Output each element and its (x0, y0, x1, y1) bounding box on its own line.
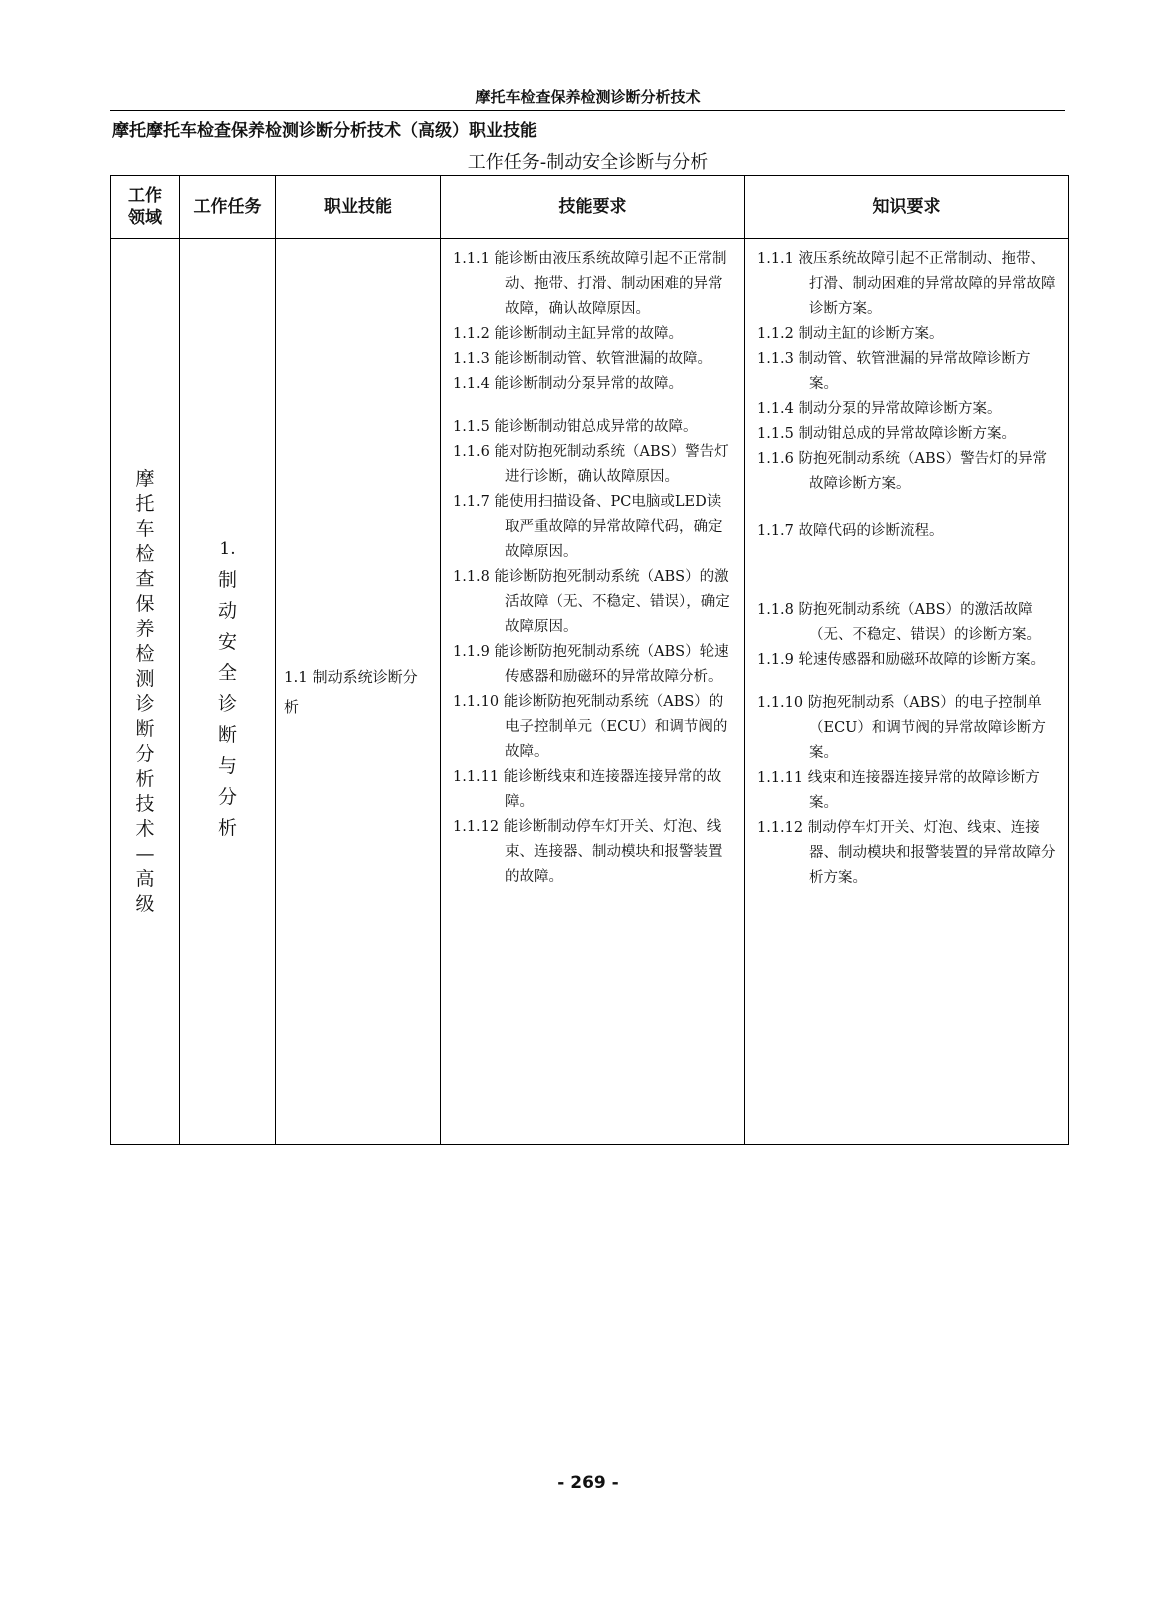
section-title: 摩托摩托车检查保养检测诊断分析技术（高级）职业技能 (112, 121, 537, 141)
header-skill: 职业技能 (276, 176, 441, 239)
skill-requirement-item: 1.1.12 能诊断制动停车灯开关、灯泡、线束、连接器、制动模块和报警装置的故障。 (453, 819, 723, 885)
skill-requirement-item: 1.1.9 能诊断防抱死制动系统（ABS）轮速传感器和励磁环的异常故障分析。 (453, 644, 729, 685)
skill-requirement-item: 1.1.7 能使用扫描设备、PC电脑或LED读取严重故障的异常故障代码，确定故障原因。 (453, 494, 723, 560)
knowledge-requirement-item: 1.1.11 线束和连接器连接异常的故障诊断方案。 (757, 770, 1040, 811)
skill-requirement-item: 1.1.3 能诊断制动管、软管泄漏的故障。 (453, 351, 713, 367)
knowledge-requirement-item: 1.1.4 制动分泵的异常故障诊断方案。 (757, 401, 1002, 417)
header-task: 工作任务 (180, 176, 276, 239)
header-domain: 工作领域 (111, 176, 180, 239)
running-header: 摩托车检查保养检测诊断分析技术 (475, 88, 701, 106)
header-knowledge-requirements: 知识要求 (745, 176, 1069, 239)
knowledge-requirement-item: 1.1.5 制动钳总成的异常故障诊断方案。 (757, 426, 1017, 442)
knowledge-requirement-item: 1.1.3 制动管、软管泄漏的异常故障诊断方案。 (757, 351, 1031, 392)
task-cell (180, 239, 276, 1145)
skill-requirements-cell (441, 239, 745, 1145)
domain-cell (111, 239, 180, 1145)
table-title: 工作任务-制动安全诊断与分析 (467, 152, 709, 173)
skill-cell (276, 239, 441, 1145)
skill-requirement-item: 1.1.4 能诊断制动分泵异常的故障。 (453, 376, 684, 392)
competency-table (110, 175, 1069, 1145)
skill-requirement-item: 1.1.10 能诊断防抱死制动系统（ABS）的电子控制单元（ECU）和调节阀的故障。 (453, 694, 728, 760)
knowledge-requirements-cell (745, 239, 1069, 1145)
knowledge-requirement-item: 1.1.8 防抱死制动系统（ABS）的激活故障（无、不稳定、错误）的诊断方案。 (757, 602, 1041, 643)
header-skill-requirements: 技能要求 (441, 176, 745, 239)
task-number: 1. (219, 539, 236, 559)
knowledge-requirement-item: 1.1.2 制动主缸的诊断方案。 (757, 326, 944, 342)
skill-requirement-item: 1.1.2 能诊断制动主缸异常的故障。 (453, 326, 684, 342)
skill-text: 1.1 制动系统诊断分析 (284, 667, 418, 716)
knowledge-requirement-item: 1.1.10 防抱死制动系（ABS）的电子控制单（ECU）和调节阀的异常故障诊断方案。 (757, 695, 1046, 761)
header-rule (110, 110, 1065, 111)
skill-requirement-item: 1.1.6 能对防抱死制动系统（ABS）警告灯进行诊断，确认故障原因。 (453, 444, 729, 485)
table-header-row (111, 176, 1069, 239)
skill-requirement-item: 1.1.5 能诊断制动钳总成异常的故障。 (453, 419, 698, 435)
page-number: - 269 - (557, 1473, 619, 1493)
knowledge-requirement-item: 1.1.7 故障代码的诊断流程。 (757, 523, 944, 539)
knowledge-requirement-item: 1.1.12 制动停车灯开关、灯泡、线束、连接器、制动模块和报警装置的异常故障分析方案。 (757, 820, 1056, 886)
skill-requirement-item: 1.1.8 能诊断防抱死制动系统（ABS）的激活故障（无、不稳定、错误），确定故障原因。 (453, 569, 730, 635)
task-text: 制动安全诊断与分析 (217, 569, 237, 839)
knowledge-requirement-item: 1.1.1 液压系统故障引起不正常制动、拖带、打滑、制动困难的异常故障的异常故障诊断方案。 (757, 251, 1056, 317)
domain-text: 摩托车检查保养检测诊断分析技术—高级 (135, 467, 155, 915)
table-row (111, 239, 1069, 1145)
knowledge-requirement-item: 1.1.6 防抱死制动系统（ABS）警告灯的异常故障诊断方案。 (757, 451, 1048, 492)
skill-requirement-item: 1.1.1 能诊断由液压系统故障引起不正常制动、拖带、打滑、制动困难的异常故障，确认故障原因。 (453, 251, 727, 317)
skill-requirement-item: 1.1.11 能诊断线束和连接器连接异常的故障。 (453, 769, 722, 810)
knowledge-requirement-item: 1.1.9 轮速传感器和励磁环故障的诊断方案。 (757, 652, 1046, 668)
